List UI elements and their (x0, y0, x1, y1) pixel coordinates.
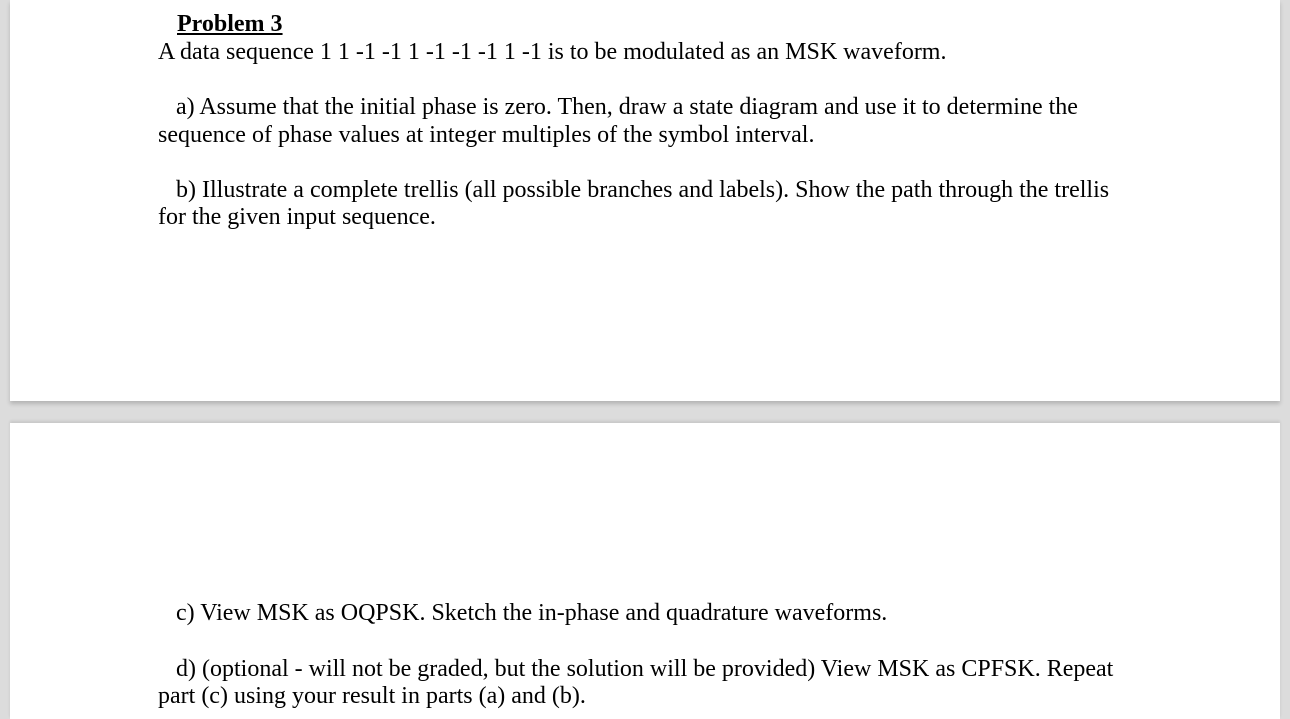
part-c-line-1: c) View MSK as OQPSK. Sketch the in-phase and quadrature waveforms. (176, 600, 888, 626)
part-b-line-1: b) Illustrate a complete trellis (all possible branches and labels). Show the path through the trellis (176, 177, 1110, 203)
part-a-line-1: a) Assume that the initial phase is zero. Then, draw a state diagram and use it to determine the (176, 94, 1078, 120)
part-d-line-2: part (c) using your result in parts (a) and (b). (158, 683, 586, 709)
document-page-1 (10, 0, 1280, 401)
part-b-line-2: for the given input sequence. (158, 204, 436, 230)
problem-intro: A data sequence 1 1 -1 -1 1 -1 -1 -1 1 -1 is to be modulated as an MSK waveform. (158, 39, 947, 65)
part-d-line-1: d) (optional - will not be graded, but the solution will be provided) View MSK as CPFSK. Repeat (176, 656, 1114, 682)
problem-title: Problem 3 (177, 11, 283, 37)
part-a-line-2: sequence of phase values at integer multiples of the symbol interval. (158, 122, 815, 148)
document-page-2 (10, 423, 1280, 719)
